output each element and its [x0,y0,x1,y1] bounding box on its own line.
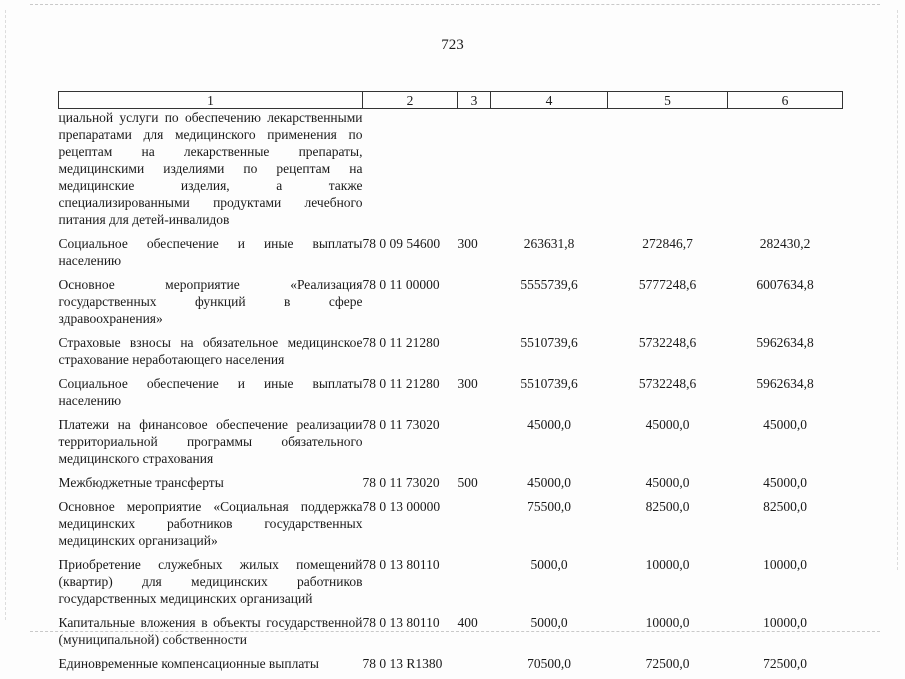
row-value-cell: 82500,0 [763,499,807,514]
row-code-cell: 78 0 11 73020 [362,475,440,490]
row-value-cell: 45000,0 [527,475,571,490]
row-name-cell: Капитальные вложения в объекты государственной (муниципальной) собственности [58,615,363,647]
table-row [59,614,843,655]
row-name-cell: Платежи на финансовое обеспечение реализации территориальной программы обязательного медицинского страхования [58,417,363,466]
row-value-cell: 5777248,6 [638,277,697,292]
row-code-cell: 78 0 11 00000 [362,277,440,292]
row-kvr-cell: 500 [457,475,478,490]
row-value-cell: 5555739,6 [520,277,578,292]
row-value-cell: 5000,0 [530,615,568,630]
row-value-cell: 75500,0 [527,499,571,514]
row-kvr-cell: 400 [457,615,478,630]
row-value-cell: 45000,0 [645,417,690,432]
row-name-cell: Приобретение служебных жилых помещений (квартир) для медицинских работников государственных медицинских организаций [58,557,363,606]
row-value-cell: 5962634,8 [756,335,814,350]
row-kvr-cell: 300 [457,236,478,251]
table-row [59,655,843,679]
row-code-cell [363,109,458,236]
table-row [59,474,843,498]
row-value-cell: 45000,0 [645,475,690,490]
row-code-cell: 78 0 11 21280 [362,335,440,350]
table-row [59,109,843,236]
row-code-cell: 78 0 11 21280 [362,376,440,391]
row-value-cell [728,109,843,236]
table-row [59,276,843,334]
column-header: 2 [363,92,458,109]
row-name-cell: циальной услуги по обеспечению лекарственными препаратами для медицинского применения по рецептам на лекарственные препараты, медицинскими изделиями по рецептам на медицинские изделия, а также специализированными продуктами лечебного питания для детей-инвалидов [58,110,363,227]
row-name-cell: Социальное обеспечение и иные выплаты населению [58,376,363,408]
table-header-row [59,92,843,109]
row-name-cell: Основное мероприятие «Социальная поддержка медицинских работников государственных медицинских организаций» [58,499,363,548]
row-kvr-cell [458,498,491,556]
row-kvr-cell [458,556,491,614]
column-header: 1 [59,92,363,109]
budget-table [58,91,843,679]
row-code-cell: 78 0 09 54600 [362,236,441,251]
table-row [59,416,843,474]
scan-edge-top [30,4,880,5]
table-row [59,556,843,614]
row-value-cell: 72500,0 [645,656,690,671]
row-kvr-cell [458,334,491,375]
row-kvr-cell [458,276,491,334]
row-kvr-cell [458,655,491,679]
row-value-cell: 10000,0 [763,557,807,572]
row-value-cell: 45000,0 [763,475,807,490]
row-kvr-cell [458,109,491,236]
row-value-cell: 263631,8 [523,236,575,251]
row-value-cell: 10000,0 [763,615,807,630]
row-code-cell: 78 0 13 00000 [362,499,441,514]
row-value-cell: 10000,0 [645,557,690,572]
row-value-cell: 282430,2 [759,236,811,251]
row-value-cell: 5732248,6 [638,376,697,391]
table-row [59,235,843,276]
row-value-cell: 272846,7 [642,236,693,251]
row-value-cell: 70500,0 [527,656,571,671]
row-name-cell: Межбюджетные трансферты [58,475,224,490]
row-value-cell: 45000,0 [763,417,807,432]
row-value-cell: 72500,0 [763,656,807,671]
row-code-cell: 78 0 13 80110 [362,615,440,630]
table-row [59,498,843,556]
column-header: 6 [728,92,843,109]
row-value-cell: 5510739,6 [520,376,578,391]
row-value-cell: 5732248,6 [638,335,697,350]
column-header: 3 [458,92,491,109]
column-header: 5 [608,92,728,109]
row-value-cell: 82500,0 [645,499,690,514]
row-value-cell: 5510739,6 [520,335,578,350]
row-value-cell: 6007634,8 [756,277,814,292]
scan-edge-right [897,10,898,570]
row-name-cell: Единовременные компенсационные выплаты [58,656,319,671]
row-value-cell: 5962634,8 [756,376,814,391]
table-row [59,334,843,375]
row-value-cell [608,109,728,236]
column-header: 4 [491,92,608,109]
scan-edge-left [5,10,6,620]
row-value-cell: 5000,0 [530,557,568,572]
row-code-cell: 78 0 13 80110 [362,557,440,572]
row-name-cell: Страховые взносы на обязательное медицинское страхование неработающего населения [58,335,363,367]
row-kvr-cell [458,416,491,474]
row-value-cell [491,109,608,236]
row-code-cell: 78 0 13 R1380 [362,656,443,671]
row-name-cell: Социальное обеспечение и иные выплаты населению [58,236,363,268]
page-number: 723 [441,37,464,53]
row-code-cell: 78 0 11 73020 [362,417,440,432]
table-row [59,375,843,416]
row-kvr-cell: 300 [457,376,478,391]
row-value-cell: 10000,0 [645,615,690,630]
row-name-cell: Основное мероприятие «Реализация государственных функций в сфере здравоохранения» [58,277,363,326]
row-value-cell: 45000,0 [527,417,571,432]
